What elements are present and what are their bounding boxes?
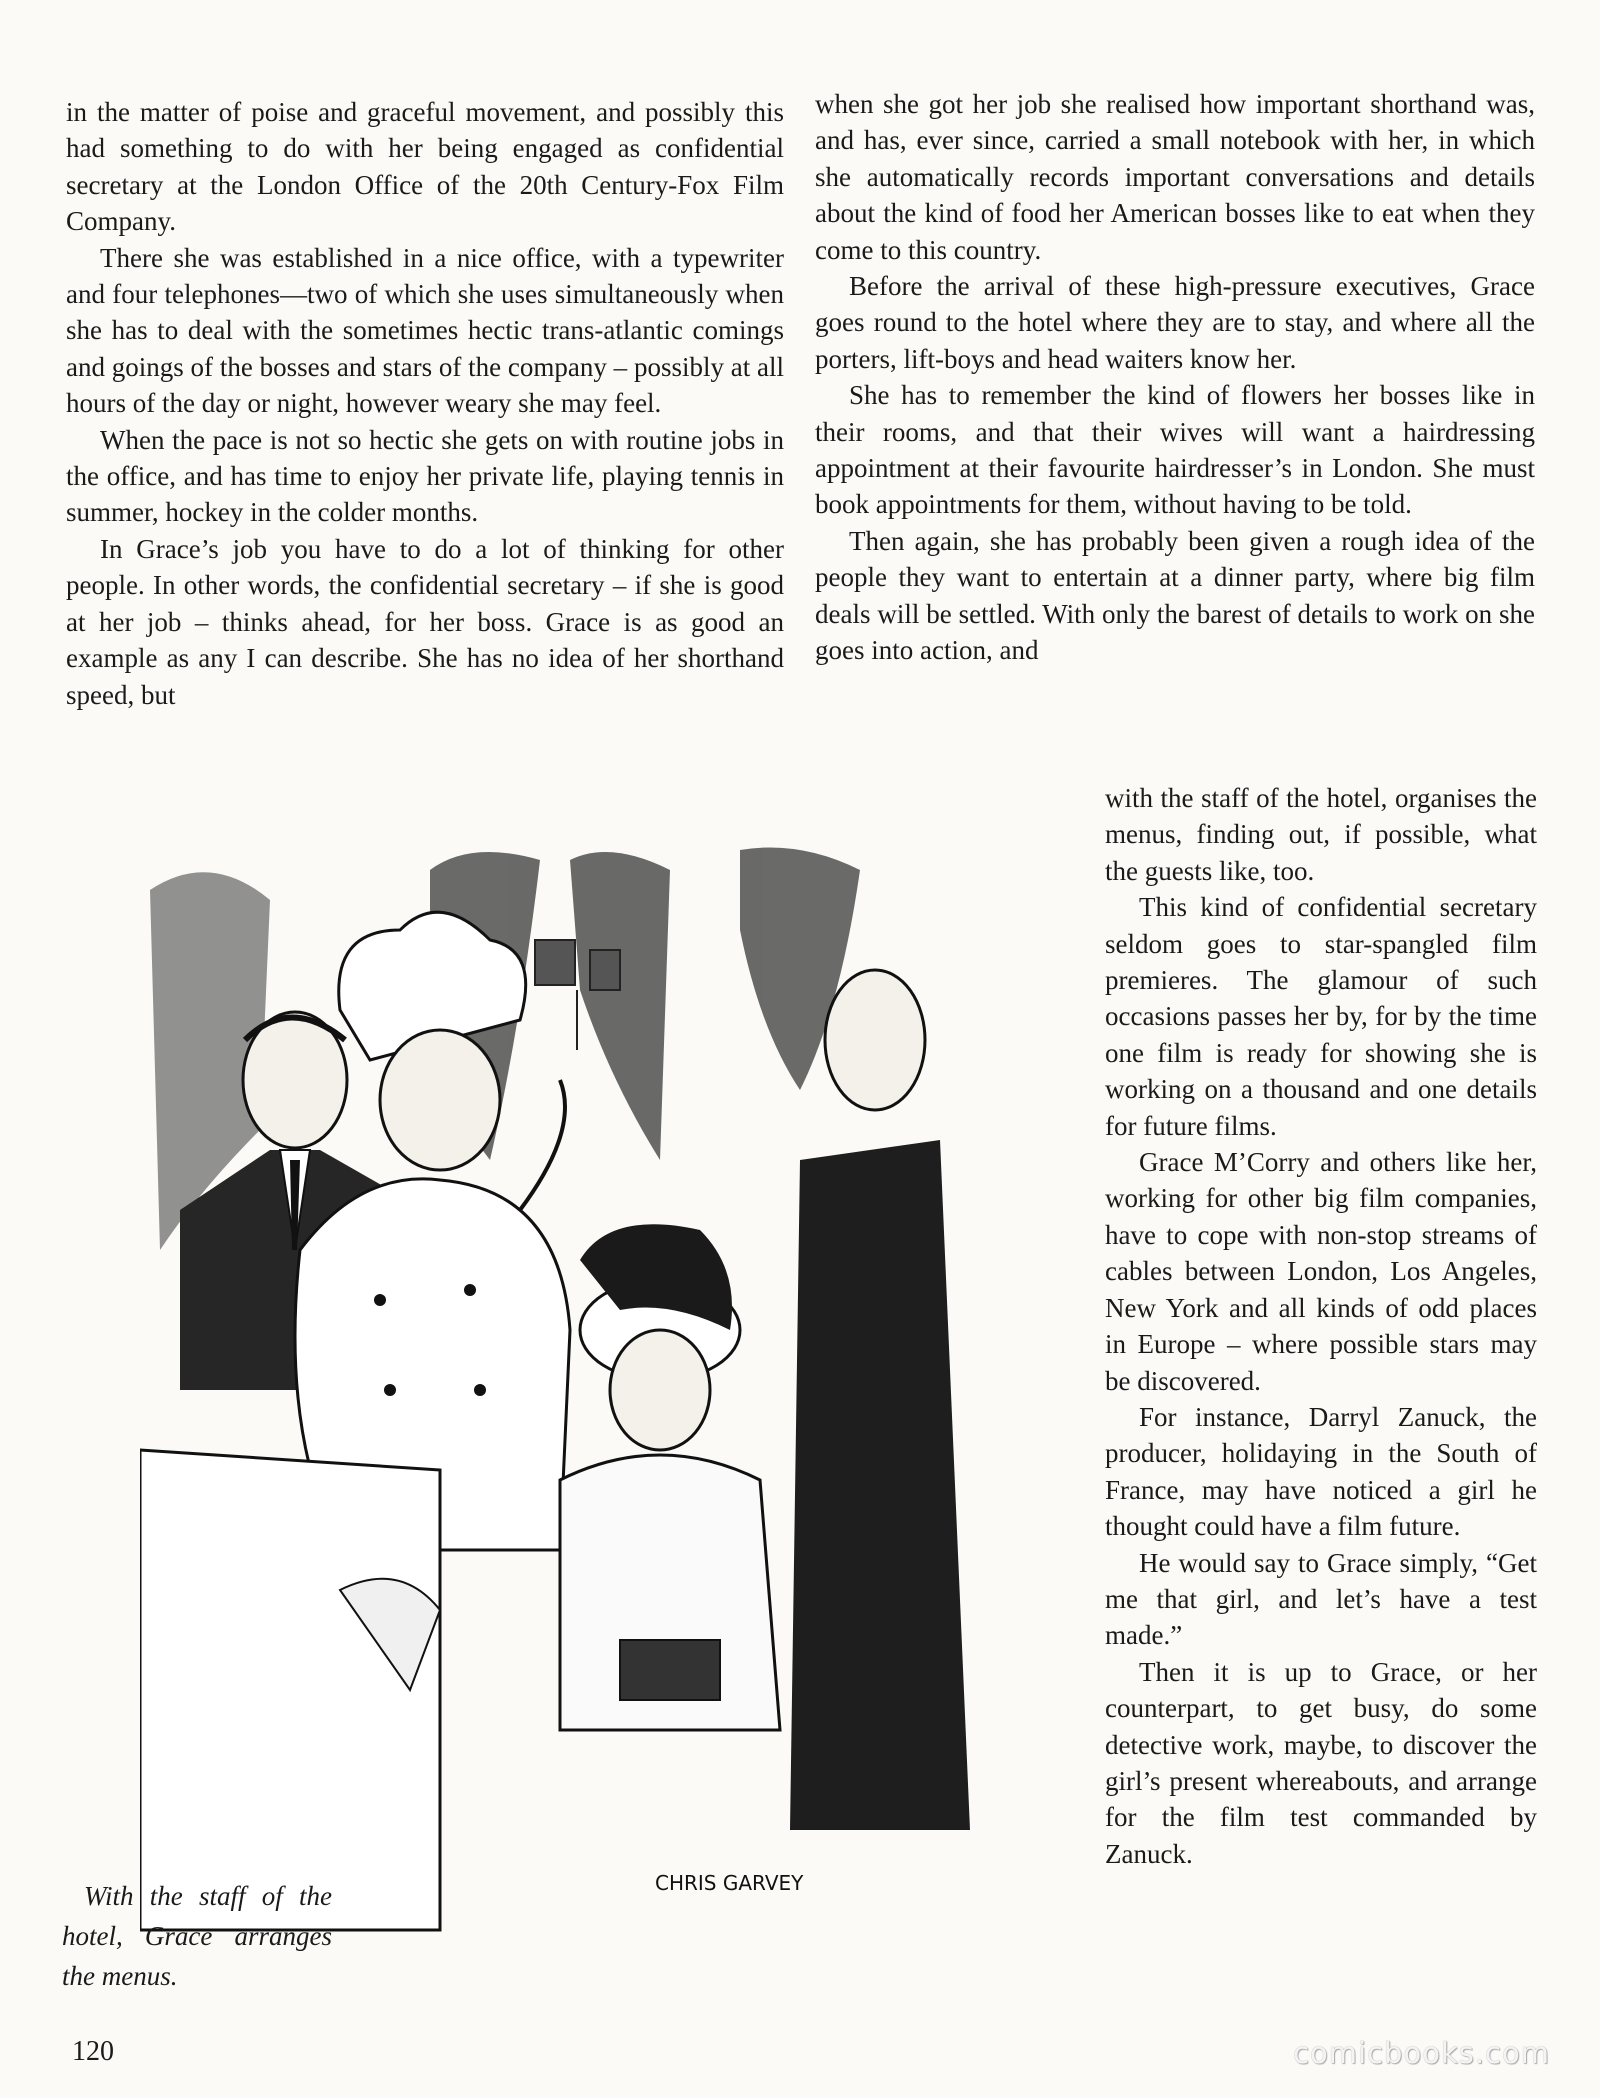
paragraph: Then again, she has probably been given a rough idea of the people they want to entertain at a dinner party, where big film deals will be settled. With only the barest of details to work on she goes into action, and — [815, 525, 1535, 666]
paragraph: This kind of confidential secretary seldom goes to star-spangled film premieres. The glamour of such occasions passes her by, for by the time one film is ready for showing she is working on a thousand and one details for future films. — [1105, 892, 1537, 1141]
paragraph: There she was established in a nice office, with a typewriter and four telephones—two of which she uses simultaneously when she has to deal with the sometimes hectic trans-atlantic comings and goings of the bosses and stars of the company – possibly at all hours of the day or night, however weary she may feel. — [66, 242, 784, 419]
head-waiter — [790, 970, 970, 1830]
paragraph: He would say to Grace simply, “Get me that girl, and let’s have a test made.” — [1105, 1547, 1537, 1651]
narrow-text-column — [1105, 780, 1537, 1872]
chef — [295, 912, 570, 1550]
paragraph: She has to remember the kind of flowers her bosses like in their rooms, and that their wives will want a hairdressing appointment at their favourite hairdresser’s in London. She must book appointments for them, without having to be told. — [815, 380, 1535, 520]
paragraph: When the pace is not so hectic she gets on with routine jobs in the office, and has time to enjoy her private life, playing tennis in summer, hockey in the colder months. — [66, 424, 784, 528]
paragraph: Before the arrival of these high-pressure executives, Grace goes round to the hotel where they are to stay, and where all the porters, lift-boys and head waiters know her. — [815, 271, 1535, 374]
paragraph: Grace M’Corry and others like her, working for other big film companies, have to cope with non-stop streams of cables between London, Los Angeles, New York and all kinds of odd places in Europe – where possible stars may be discovered. — [1105, 1147, 1537, 1396]
paragraph: In Grace’s job you have to do a lot of thinking for other people. In other words, the confidential secretary – if she is good at her job – thinks ahead, for her boss. Grace is as good an example as any I can describe. She has no idea of her shorthand speed, but — [66, 533, 784, 710]
caption-text: With the staff of the hotel, Grace arranges the menus. — [62, 1881, 332, 1991]
paragraph: with the staff of the hotel, organises the menus, finding out, if possible, what the guests like, too. — [1105, 783, 1537, 886]
grace-seated — [560, 1224, 780, 1730]
illustration — [140, 830, 1090, 1960]
watermark: comicbooks.com — [1293, 2036, 1550, 2070]
illustration-caption — [62, 1876, 332, 1996]
artist-signature: CHRIS GARVEY — [655, 1871, 804, 1895]
right-text-column — [815, 86, 1535, 669]
paragraph: in the matter of poise and graceful movement, and possibly this had something to do with her being engaged as confidential secretary at the London Office of the 20th Century-Fox Film Company. — [66, 97, 784, 237]
paragraph: when she got her job she realised how important shorthand was, and has, ever since, carried a small notebook with her, in which she automatically records important conversations and details about the kind of food her American bosses like to eat when they come to this country. — [815, 89, 1535, 265]
page-number: 120 — [72, 2036, 114, 2067]
table — [140, 1450, 440, 1930]
paragraph: Then it is up to Grace, or her counterpart, to get busy, do some detective work, maybe, to discover the girl’s present whereabouts, and arrange for the film test commanded by Zanuck. — [1105, 1656, 1537, 1869]
paragraph: For instance, Darryl Zanuck, the producer, holidaying in the South of France, may have noticed a girl he thought could have a film future. — [1105, 1401, 1537, 1542]
left-text-column — [66, 94, 784, 713]
